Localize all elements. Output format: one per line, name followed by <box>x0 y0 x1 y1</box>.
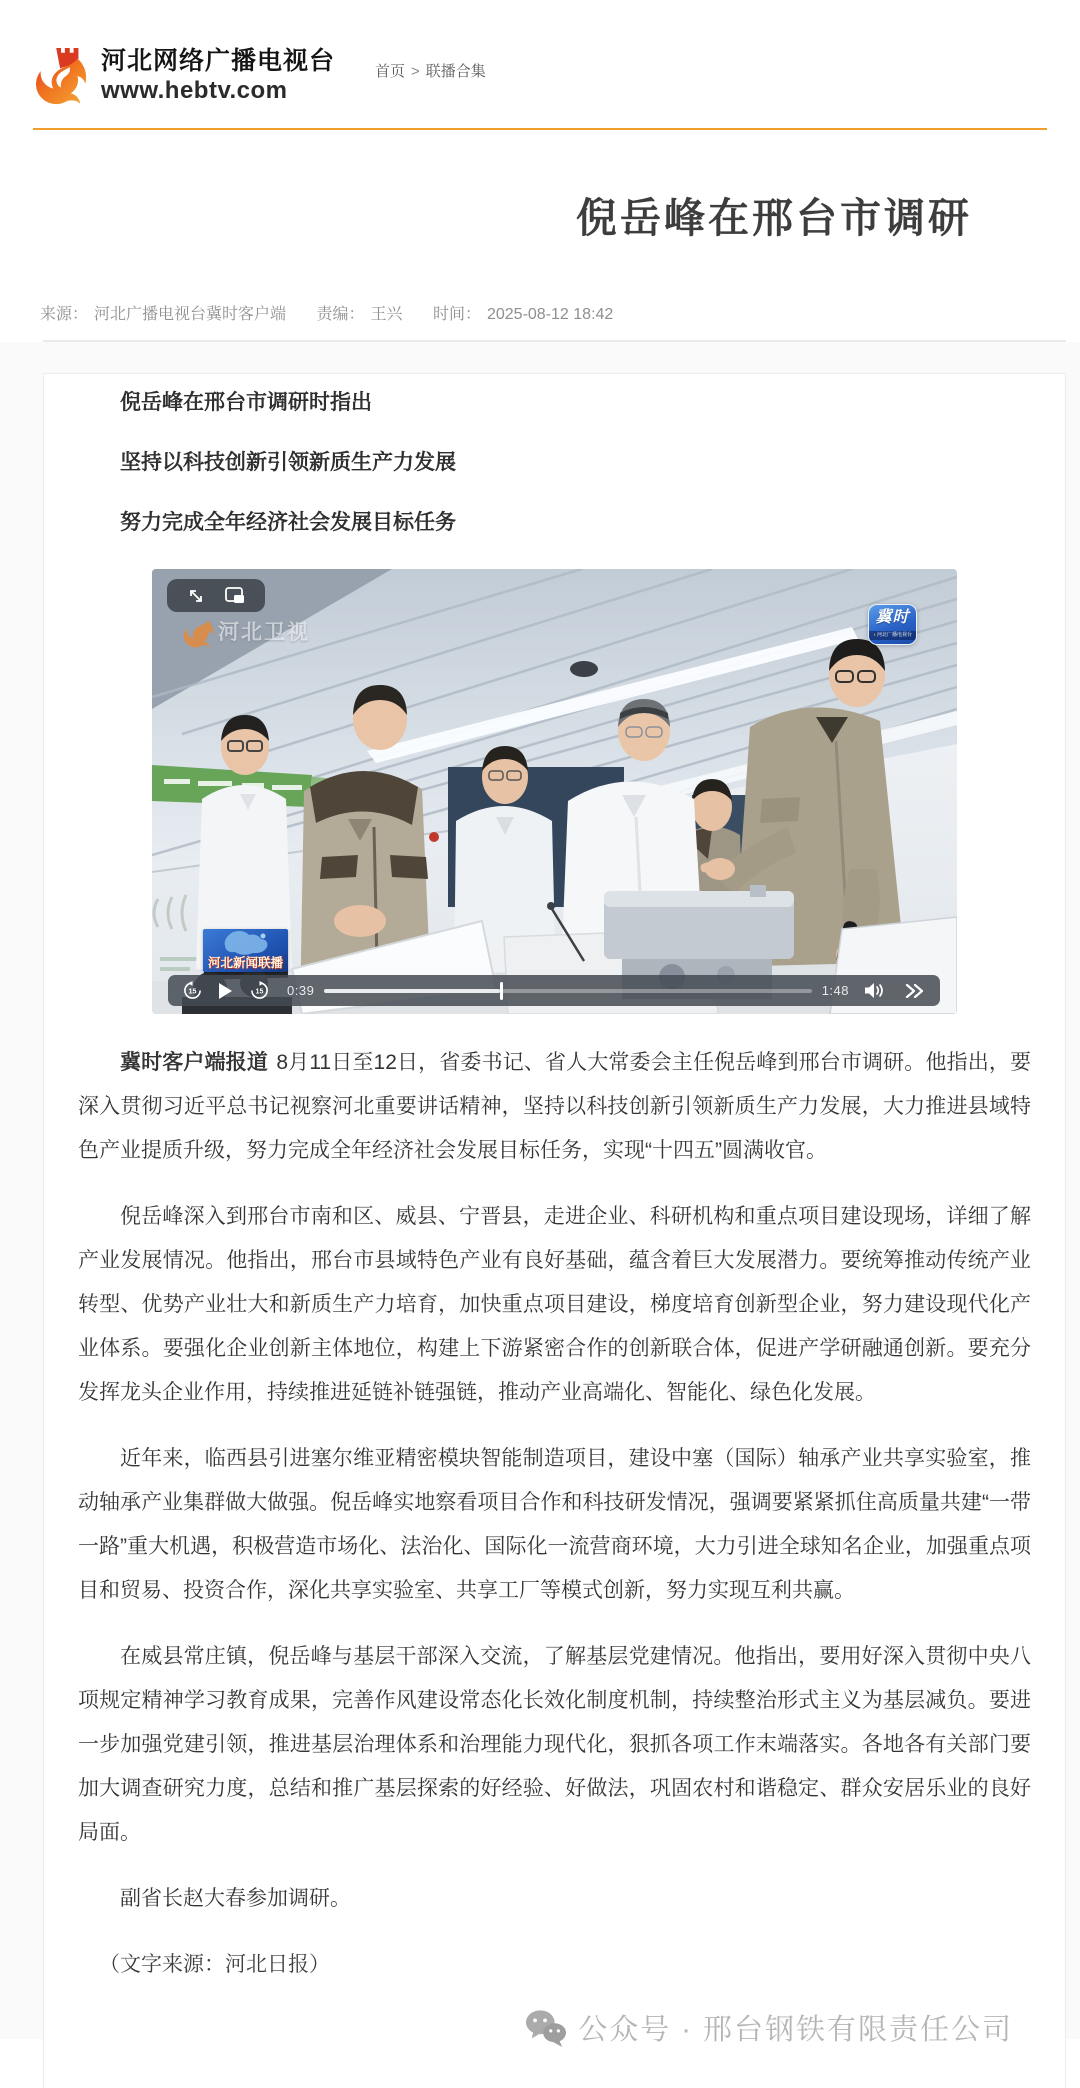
channel-watermark <box>182 613 310 649</box>
jishi-app-badge-label: 冀时 <box>875 609 910 626</box>
source-note: （文字来源：河北日报） <box>99 1953 330 1976</box>
breadcrumb <box>375 60 486 81</box>
breadcrumb-home[interactable]: 首页 <box>375 63 406 80</box>
svg-text:15: 15 <box>188 987 197 996</box>
forward-15-icon[interactable] <box>250 981 269 1000</box>
account-watermark <box>78 2007 1031 2048</box>
svg-text:15: 15 <box>255 987 264 996</box>
meta-editor-label: 责编： <box>316 306 365 323</box>
breadcrumb-section[interactable]: 联播合集 <box>425 63 486 80</box>
jishi-flame-icon: ◖ <box>872 632 876 638</box>
meta-editor-value: 王兴 <box>370 306 403 323</box>
article-paragraph: 倪岳峰深入到邢台市南和区、威县、宁晋县，走进企业、科研机构和重点项目建设现场，详细了解产业发展情况。他指出，邢台市县域特色产业有良好基础，蕴含着巨大发展潜力。要统筹推动传统产业转型、优势产业壮大和新质生产力培育，加快重点项目建设，梯度培育创新型企业，努力建设现代化产业体系。要强化企业创新主体地位，构建上下游紧密合作的创新联合体，促进产学研融通创新。要充分发挥龙头企业作用，持续推进延链补链强链，推动产业高端化、智能化、绿色化发展。 <box>78 1205 1031 1404</box>
volume-icon[interactable] <box>865 982 887 999</box>
article-subheading: 坚持以科技创新引领新质生产力发展 <box>120 451 456 474</box>
article-card <box>43 373 1066 2088</box>
page-title: 倪岳峰在邢台市调研 <box>576 195 972 241</box>
site-logo[interactable] <box>33 46 335 106</box>
article-subheading: 倪岳峰在邢台市调研时指出 <box>120 391 372 414</box>
rewind-15-icon[interactable] <box>183 981 202 1000</box>
account-watermark-text: 公众号 · 邢台钢铁有限责任公司 <box>578 2014 1013 2046</box>
article-paragraph: 在威县常庄镇，倪岳峰与基层干部深入交流，了解基层党建情况。他指出，要用好深入贯彻中央八项规定精神学习教育成果，完善作风建设常态化长效化制度机制，持续整治形式主义为基层减负。要进一步加强党建引领，推进基层治理体系和治理能力现代化，狠抓各项工作末端落实。各地各有关部门要加大调查研究力度，总结和推广基层探索的好经验、好做法，巩固农村和谐稳定、群众安居乐业的良好局面。 <box>78 1645 1031 1844</box>
wechat-icon <box>524 2008 568 2048</box>
site-header <box>0 0 1080 106</box>
article-subheading: 努力完成全年经济社会发展目标任务 <box>120 511 456 534</box>
progress-played <box>324 989 499 993</box>
progress-handle[interactable] <box>500 982 503 1000</box>
meta-source-label: 来源： <box>40 306 89 323</box>
brand-flame-icon <box>33 46 91 106</box>
jishi-app-badge <box>868 604 917 645</box>
article-paragraph: 副省长赵大春参加调研。 <box>120 1887 351 1910</box>
header-divider <box>33 128 1047 130</box>
channel-flame-icon <box>182 613 216 649</box>
pip-icon[interactable] <box>225 587 245 604</box>
video-player[interactable] <box>152 569 957 1014</box>
article-paragraph: 冀时客户端报道 8月11日至12日，省委书记、省人大常委会主任倪岳峰到邢台市调研。他指出，要深入贯彻习近平总书记视察河北重要讲话精神，坚持以科技创新引领新质生产力发展，大力推进县域特色产业提质升级，努力完成全年经济社会发展目标任务，实现“十四五”圆满收官。 <box>78 1051 1031 1162</box>
paragraph-lead: 冀时客户端报道 <box>120 1051 268 1074</box>
article-meta <box>40 301 619 324</box>
video-control-bar <box>168 975 940 1006</box>
program-badge <box>203 929 288 972</box>
progress-bar[interactable] <box>324 989 811 993</box>
meta-time-value: 2025-08-12 18:42 <box>486 306 614 323</box>
article-paragraph: 近年来，临西县引进塞尔维亚精密模块智能制造项目，建设中塞（国际）轴承产业共享实验室，推动轴承产业集群做大做强。倪岳峰实地察看项目合作和科技研发情况，强调要紧紧抓住高质量共建“一带一路”重大机遇，积极营造市场化、法治化、国际化一流营商环境，大力引进全球知名企业，加强重点项目和贸易、投资合作，深化共享实验室、共享工厂等模式创新，努力实现互利共赢。 <box>78 1447 1031 1602</box>
brand-url: www.hebtv.com <box>101 77 288 105</box>
meta-time-label: 时间： <box>432 306 481 323</box>
next-chevrons-icon[interactable] <box>905 984 925 998</box>
meta-source-value: 河北广播电视台冀时客户端 <box>94 306 287 323</box>
duration: 1:48 <box>821 983 849 998</box>
play-icon[interactable] <box>218 983 232 999</box>
breadcrumb-separator: > <box>411 63 420 80</box>
brand-name: 河北网络广播电视台 <box>101 46 336 75</box>
jishi-app-badge-subtext: ◖河北广播电视台 <box>869 631 916 640</box>
fullscreen-icon[interactable] <box>187 587 205 605</box>
player-mode-pill <box>167 579 265 612</box>
program-badge-label: 河北新闻联播 <box>207 956 283 970</box>
current-time: 0:39 <box>287 983 315 998</box>
channel-watermark-label: 河北卫视 <box>218 621 310 644</box>
